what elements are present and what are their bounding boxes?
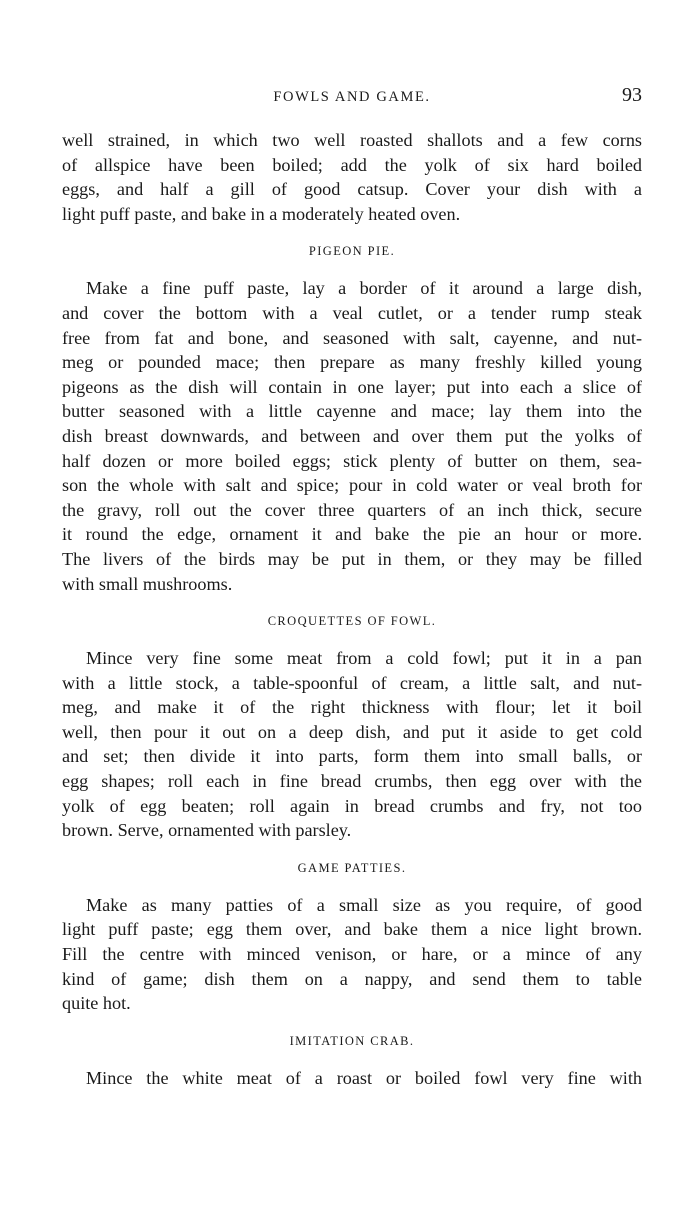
text-line: of allspice have been boiled; add the yolk of six hard boiled	[62, 154, 642, 175]
text-line: meg or pounded mace; then prepare as many freshly killed young	[62, 352, 642, 373]
recipe-paragraph-pigeon-pie	[62, 276, 642, 596]
text-line: light puff paste; egg them over, and bake them a nice light brown.	[62, 919, 642, 940]
running-head	[62, 84, 642, 114]
page-number: 93	[622, 84, 642, 106]
text-line: it round the edge, ornament it and bake the pie an hour or more.	[62, 524, 642, 545]
text-line: with small mushrooms.	[62, 573, 233, 594]
text-line: pigeons as the dish will contain in one layer; put into each a slice of	[62, 376, 642, 397]
continued-paragraph	[62, 128, 642, 226]
recipe-heading-game-patties: GAME PATTIES.	[297, 860, 407, 875]
text-line: butter seasoned with a little cayenne and mace; lay them into the	[62, 401, 642, 422]
recipe-paragraph-game-patties	[62, 893, 642, 1016]
text-line: Make as many patties of a small size as you require, of good	[86, 894, 642, 915]
text-line: Make a fine puff paste, lay a border of it around a large dish,	[86, 278, 642, 299]
text-line: with a little stock, a table-spoonful of cream, a little salt, and nut-	[62, 672, 642, 693]
text-line: son the whole with salt and spice; pour in cold water or veal broth for	[62, 475, 642, 496]
recipe-heading-croquettes-of-fowl: CROQUETTES OF FOWL.	[267, 614, 437, 629]
text-line: free from fat and bone, and seasoned with salt, cayenne, and nut-	[62, 327, 642, 348]
text-line: egg shapes; roll each in fine bread crumbs, then egg over with the	[62, 771, 642, 792]
text-line: eggs, and half a gill of good catsup. Cover your dish with a	[62, 179, 642, 200]
running-title: FOWLS AND GAME.	[273, 89, 431, 105]
text-line: well strained, in which two well roasted shallots and a few corns	[62, 130, 642, 150]
text-line: The livers of the birds may be put in them, or they may be filled	[62, 548, 642, 569]
recipe-heading-pigeon-pie: PIGEON PIE.	[308, 244, 396, 259]
text-line: the gravy, roll out the cover three quarters of an inch thick, secure	[62, 499, 642, 520]
text-line: meg, and make it of the right thickness with flour; let it boil	[62, 697, 642, 718]
book-page	[62, 84, 642, 1090]
text-line: and cover the bottom with a veal cutlet, or a tender rump steak	[62, 302, 642, 323]
recipe-heading-imitation-crab: IMITATION CRAB.	[289, 1033, 415, 1048]
text-line: and set; then divide it into parts, form them into small balls, or	[62, 746, 642, 767]
text-line: brown. Serve, ornamented with parsley.	[62, 820, 352, 841]
text-line: kind of game; dish them on a nappy, and send them to table	[62, 968, 642, 989]
recipe-paragraph-imitation-crab	[62, 1066, 642, 1091]
text-line: dish breast downwards, and between and over them put the yolks of	[62, 425, 642, 446]
text-line: yolk of egg beaten; roll again in bread crumbs and fry, not too	[62, 795, 642, 816]
text-line: well, then pour it out on a deep dish, and put it aside to get cold	[62, 721, 642, 742]
recipe-paragraph-croquettes-of-fowl	[62, 646, 642, 843]
text-line: quite hot.	[62, 993, 131, 1014]
text-line: light puff paste, and bake in a moderately heated oven.	[62, 203, 461, 224]
text-line: Mince the white meat of a roast or boiled fowl very fine with	[86, 1067, 642, 1088]
text-line: Mince very fine some meat from a cold fowl; put it in a pan	[86, 648, 642, 669]
text-line: Fill the centre with minced venison, or hare, or a mince of any	[62, 944, 642, 965]
text-line: half dozen or more boiled eggs; stick plenty of butter on them, sea-	[62, 450, 642, 471]
